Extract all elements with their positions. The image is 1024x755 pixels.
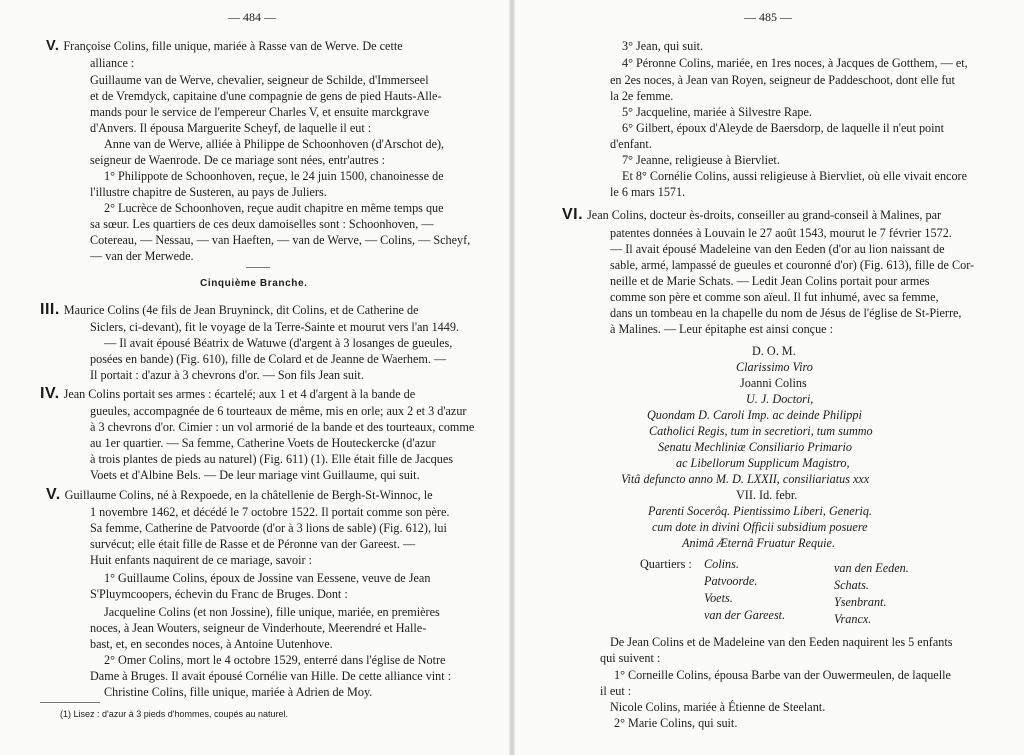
text-line: seigneur de Waenrode. De ce mariage sont nées, entr'autres : xyxy=(90,153,386,167)
epitaph-line: U. J. Doctori, xyxy=(746,392,814,406)
page-number: — 485 — xyxy=(744,10,792,24)
text-line: Dame à Bruges. Il avait épousé Cornélie van Hille. De cette alliance vint : xyxy=(90,669,452,683)
text-line: Nicole Colins, mariée à Étienne de Steelant. xyxy=(610,700,826,714)
text-line: — Il avait épousé Béatrix de Watuwe (d'argent à 3 losanges de gueules, xyxy=(104,336,453,350)
text-line: qui suivent : xyxy=(600,651,661,665)
text-line: 1° Philippote de Schoonhoven, reçue, le 24 juin 1500, chanoinesse de xyxy=(104,169,444,183)
epitaph-line: Clarissimo Viro xyxy=(736,360,813,374)
separator-rule xyxy=(246,267,270,268)
text-line: neille et de Marie Schats. — Ledit Jean Colins portait pour armes xyxy=(610,274,930,288)
epitaph-line: cum dote in divini Officii subsidium posuere xyxy=(652,520,868,534)
text-line: au 1er quartier. — Sa femme, Catherine Voets de Houteckercke (d'azur xyxy=(90,436,436,450)
text-line: Huit enfants naquirent de ce mariage, savoir : xyxy=(90,553,312,567)
text-line: 5° Jacqueline, mariée à Silvestre Rape. xyxy=(622,105,812,119)
epitaph-line: ac Libellorum Supplicum Magistro, xyxy=(676,456,850,470)
quartier-item: Voets. xyxy=(704,591,733,605)
text-line: VI. Jean Colins, docteur ès-droits, conseiller au grand-conseil à Malines, par xyxy=(562,206,942,223)
roman-numeral: IV. xyxy=(40,385,60,402)
epitaph-line: D. O. M. xyxy=(752,344,796,358)
quartiers-label: Quartiers : xyxy=(640,557,692,571)
quartier-item: van den Eeden. xyxy=(834,561,909,575)
epitaph-line: Senatu Mechliniæ Consiliario Primario xyxy=(658,440,852,454)
roman-numeral: V. xyxy=(46,486,61,503)
page-number: — 484 — xyxy=(228,10,276,24)
epitaph-line: VII. Id. febr. xyxy=(736,488,798,502)
text-line: Sa femme, Catherine de Patvoorde (d'or à 3 lions de sable) (Fig. 612), lui xyxy=(90,521,447,535)
text-line: Guillaume van de Werve, chevalier, seigneur de Schilde, d'Immerseel xyxy=(90,73,429,87)
footnote: (1) Lisez : d'azur à 3 pieds d'hommes, coupés au naturel. xyxy=(60,709,289,719)
text-line: Et 8° Cornélie Colins, aussi religieuse à Biervliet, où elle vivait encore xyxy=(622,169,968,183)
text-line: Il portait : d'azur à 3 chevrons d'or. — Son fils Jean suit. xyxy=(90,368,364,382)
text-line: Anne van de Werve, alliée à Philippe de Schoonhoven (d'Arschot de), xyxy=(104,137,445,151)
text-line: 3° Jean, qui suit. xyxy=(622,39,704,53)
text-line: Siclers, ci-devant), fit le voyage de la Terre-Sainte et mourut vers l'an 1449. xyxy=(90,320,459,334)
text-line: comme son père et comme son aïeul. Il fut inhumé, avec sa femme, xyxy=(610,290,939,304)
text-line: Jacqueline Colins (et non Jossine), fille unique, mariée, en premières xyxy=(104,605,440,619)
text-line: la 2e femme. xyxy=(610,89,674,103)
quartier-item: Ysenbrant. xyxy=(834,595,887,609)
text-line: 2° Omer Colins, mort le 4 octobre 1529, enterré dans l'église de Notre xyxy=(104,653,446,667)
text-line: bast, et, en secondes noces, à Antoine Uutenhove. xyxy=(90,637,333,651)
epitaph-line: Joanni Colins xyxy=(740,376,807,390)
text-line: Christine Colins, fille unique, mariée à Adrien de Moy. xyxy=(104,685,373,699)
section-heading: Cinquième Branche. xyxy=(200,278,308,289)
text-line: l'illustre chapitre de Susteren, au pays de Juliers. xyxy=(90,185,327,199)
text-line: 4° Péronne Colins, mariée, en 1res noces, à Jacques de Gotthem, — et, xyxy=(622,56,968,70)
text-line: à 3 chevrons d'or. Cimier : un vol armorié de la bande et des tourteaux, comme xyxy=(90,420,475,434)
text-line: il eut : xyxy=(600,684,632,698)
text-line: posées en bande) (Fig. 610), fille de Colard et de Jeanne de Waerhem. — xyxy=(90,352,447,366)
epitaph-line: Parenti Socerôq. Pientissimo Liberi, Generiq. xyxy=(648,504,872,518)
text-line: le 6 mars 1571. xyxy=(610,185,686,199)
text-line: S'Pluymcoopers, échevin du Franc de Bruges. Dont : xyxy=(90,587,348,601)
quartier-item: Colins. xyxy=(704,557,739,571)
text-line: — Il avait épousé Madeleine van den Eeden (d'or au lion naissant de xyxy=(610,242,945,256)
epitaph-line: Quondam D. Caroli Imp. ac deinde Philippi xyxy=(647,408,862,422)
quartier-item: Vrancx. xyxy=(834,612,872,626)
text-line: V. Françoise Colins, fille unique, mariée à Rasse van de Werve. De cette xyxy=(46,38,403,54)
text-line: d'enfant. xyxy=(610,137,652,151)
text-line: 1° Guillaume Colins, époux de Jossine van Eessene, veuve de Jean xyxy=(104,571,431,585)
epitaph-line: Catholici Regis, tum in secretiori, tum summo xyxy=(649,424,873,438)
text-line: 6° Gilbert, époux d'Aleyde de Baersdorp, de laquelle il n'eut point xyxy=(622,121,944,135)
text-line: et de Vremdyck, capitaine d'une compagnie de gens de pied Hauts-Alle- xyxy=(90,89,442,103)
text-line: III. Maurice Colins (4e fils de Jean Bruyninck, dit Colins, et de Catherine de xyxy=(40,301,419,318)
roman-numeral: III. xyxy=(40,301,60,318)
roman-numeral: V. xyxy=(46,38,60,54)
right-page xyxy=(512,0,1024,755)
quartier-item: Patvoorde. xyxy=(704,574,758,588)
text-line: à Malines. — Leur épitaphe est ainsi conçue : xyxy=(610,322,834,336)
text-line: sable, armé, lampassé de gueules et couronné d'or) (Fig. 613), fille de Cor- xyxy=(610,258,975,272)
text-line: Cotereau, — Nessau, — van Haeften, — van de Werve, — Colins, — Scheyf, xyxy=(90,233,471,247)
text-line: 7° Jeanne, religieuse à Biervliet. xyxy=(622,153,780,167)
quartier-item: van der Gareest. xyxy=(704,608,786,622)
footnote-rule xyxy=(40,702,100,703)
text-line: Voets et d'Albine Bels. — De leur mariage vint Guillaume, qui suit. xyxy=(90,468,420,482)
epitaph-line: Animâ Æternâ Fruatur Requie. xyxy=(682,536,836,550)
text-line: 2° Marie Colins, qui suit. xyxy=(614,716,738,730)
text-line: à trois plantes de pieds au naturel) (Fig. 611) (1). Elle était fille de Jacques xyxy=(90,452,454,466)
text-line: 1 novembre 1462, et décédé le 7 octobre 1522. Il portait comme son père. xyxy=(90,505,450,519)
text-line: patentes données à Louvain le 27 août 1543, mourut le 7 février 1572. xyxy=(610,226,952,240)
text-line: gueules, accompagnée de 6 tourteaux de même, mis en orle; aux 2 et 3 d'azur xyxy=(90,404,467,418)
text-line: mands pour le service de l'empereur Charles V, et ensuite marckgrave xyxy=(90,105,430,119)
roman-numeral: VI. xyxy=(562,206,584,223)
text-line: IV. Jean Colins portait ses armes : écartelé; aux 1 et 4 d'argent à la bande de xyxy=(40,385,416,402)
text-line: dans un tombeau en la chapelle du nom de Jésus de l'église de St-Pierre, xyxy=(610,306,962,320)
text-line: — van der Merwede. xyxy=(90,249,194,263)
text-line: sa sœur. Les quartiers de ces deux damoiselles sont : Schoonhoven, — xyxy=(90,217,434,231)
text-line: en 2es noces, à Jean van Royen, seigneur de Paddeschoot, dont elle fut xyxy=(610,73,955,87)
text-line: noces, à Jean Wouters, seigneur de Vinderhoute, Meerendré et Halle- xyxy=(90,621,427,635)
text-line: survécut; elle était fille de Rasse et de Péronne van der Gareest. — xyxy=(90,537,416,551)
text-line: d'Anvers. Il épousa Marguerite Scheyf, de laquelle il eut : xyxy=(90,121,372,135)
text-line: alliance : xyxy=(90,56,135,70)
text-line: 1° Corneille Colins, épousa Barbe van der Ouwermeulen, de laquelle xyxy=(614,668,951,682)
epitaph-line: Vitâ defuncto anno M. D. LXXII, consiliariatus xxx xyxy=(621,472,870,486)
text-line: V. Guillaume Colins, né à Rexpoede, en la châtellenie de Bergh-St-Winnoc, le xyxy=(46,486,433,503)
text-line: 2° Lucrèce de Schoonhoven, reçue audit chapitre en même temps que xyxy=(104,201,444,215)
quartier-item: Schats. xyxy=(834,578,869,592)
text-line: De Jean Colins et de Madeleine van den Eeden naquirent les 5 enfants xyxy=(610,635,953,649)
